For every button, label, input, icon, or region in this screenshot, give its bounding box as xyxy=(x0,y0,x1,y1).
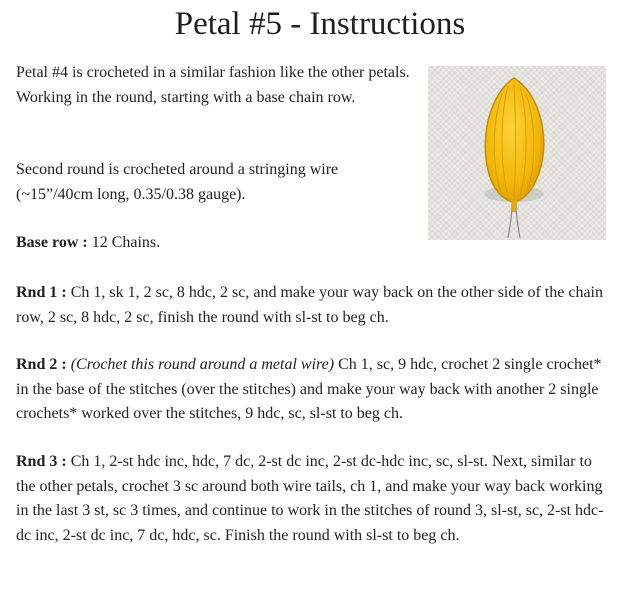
intro-paragraph: Petal #4 is crocheted in a similar fashion like the other petals. Working in the round, starting with a base chain row. xyxy=(16,64,410,106)
base-row-label: Base row : xyxy=(16,234,88,251)
page-title: Petal #5 - Instructions xyxy=(174,6,466,42)
wire-left xyxy=(508,202,512,238)
round-3-label: Rnd 3 : xyxy=(16,453,67,470)
round-2-label: Rnd 2 : xyxy=(16,356,67,373)
base-row-paragraph xyxy=(16,231,416,256)
petal-photo xyxy=(428,66,606,240)
round-1-text: Ch 1, sk 1, 2 sc, 8 hdc, 2 sc, and make your way back on the other side of the chain row, 2 sc, 8 hdc, 2 sc, finish the round with sl-st to beg ch. xyxy=(16,284,603,326)
round-1-label: Rnd 1 : xyxy=(16,284,67,301)
base-row-text: 12 Chains. xyxy=(87,234,161,251)
round-2-paragraph xyxy=(16,353,611,427)
round-2-text: Ch 1, sc, 9 hdc, crochet 2 single crochet* in the base of the stitches (over the stitches) and make your way back with another 2 single crochets* worked over the stitches, 9 hdc, sc, sl-st to beg ch. xyxy=(16,356,602,422)
wire-right xyxy=(516,202,520,238)
round-1-paragraph xyxy=(16,281,611,330)
crochet-petal-illustration xyxy=(428,66,606,240)
petal-stem xyxy=(511,200,517,212)
round-3-text: Ch 1, 2-st hdc inc, hdc, 7 dc, 2-st dc inc, 2-st dc-hdc inc, sc, sl-st. Next, similar to the other petals, crochet 3 sc around both wire tails, ch 1, and make your way back working in the last 3 st, sc 3 times, and continue to work in the stitches of round 3, sl-st, sc, 2-st hdc-dc inc, 2-st dc inc, 7 dc, hdc, sc. Finish the round with sl-st to beg ch. xyxy=(16,453,604,544)
round-2-note: (Crochet this round around a metal wire) xyxy=(66,356,335,373)
round-3-paragraph xyxy=(16,450,611,548)
wire-paragraph: Second round is crocheted around a stringing wire (~15”/40cm long, 0.35/0.38 gauge). xyxy=(16,161,339,203)
